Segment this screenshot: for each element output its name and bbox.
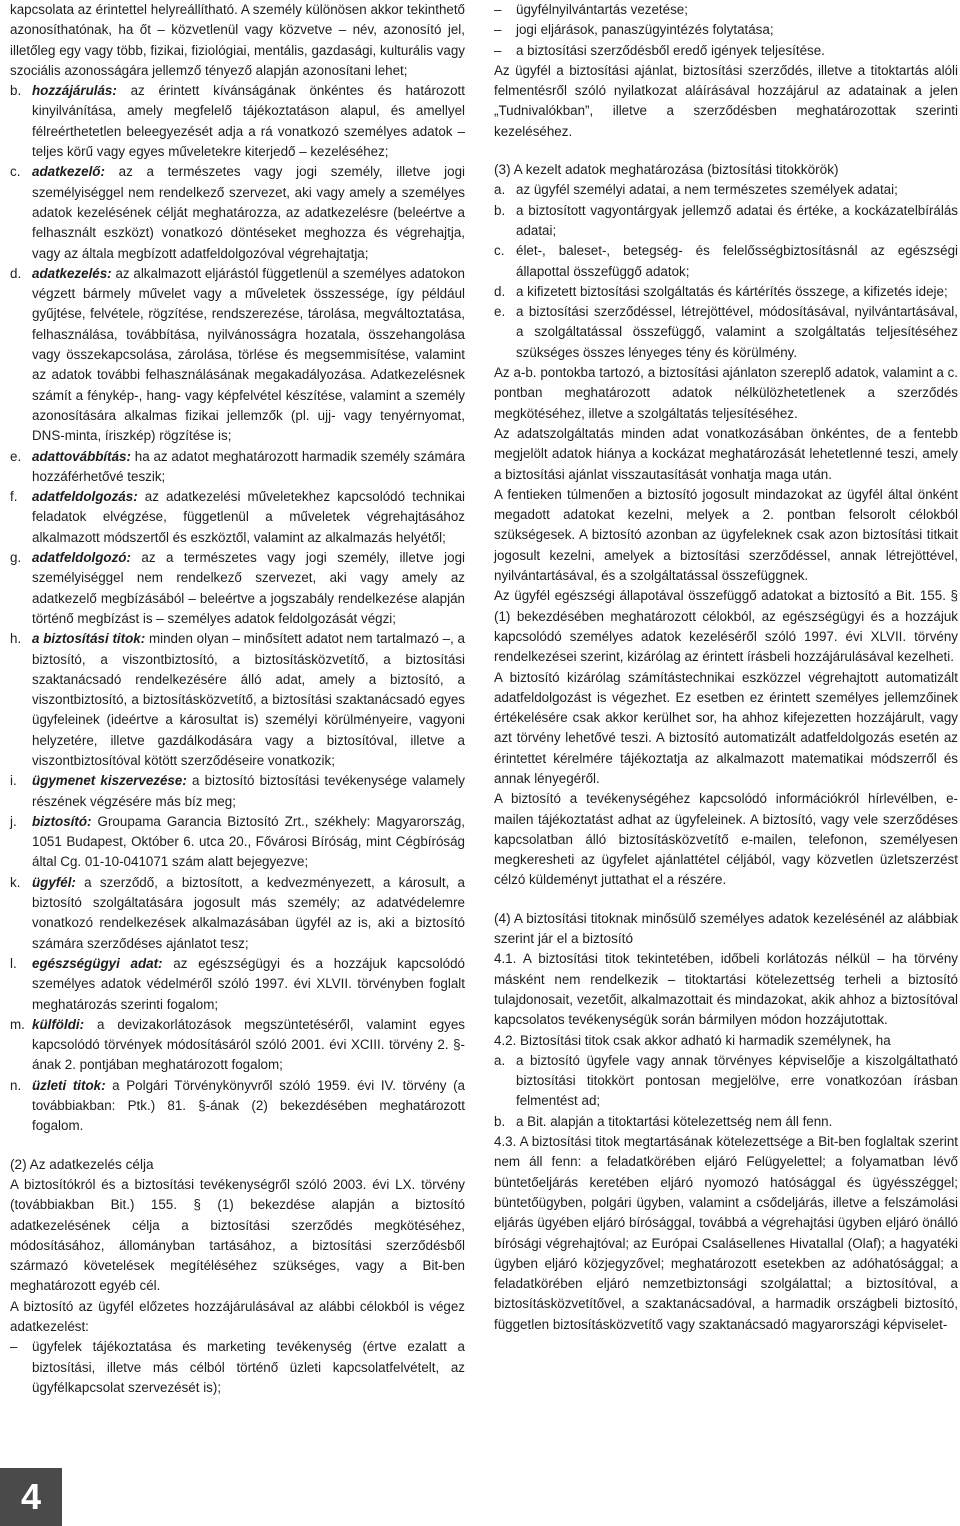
item-text: a devizakorlátozások megszüntetéséről, valamint egyes kapcsolódó törvények módosításáról szóló 2001. évi XCIII. törvény 2. §-ának 2. pontjában meghatározott fogalom; (32, 1016, 465, 1073)
definition-term: adatkezelés: (32, 265, 112, 281)
definition-item (10, 264, 465, 447)
list-marker: b. (494, 202, 506, 218)
item-text: az a természetes vagy jogi személy, illetve jogi személyiséggel nem rendelkező szervezet, aki vagy amely a személyes adatok kezelésének célját meghatározza, az adatkezelésre (beleértve a felhasznált eszközt) vonatkozó döntéseket meghozza és végrehajtja, vagy az általa megbízott adatfeldolgozóval végrehajtatja; (32, 164, 465, 261)
definition-term: adatfeldolgozás: (32, 489, 138, 505)
list-marker: c. (10, 164, 21, 180)
item-text: Groupama Garancia Biztosító Zrt., székhely: Magyarország, 1051 Budapest, Október 6. utca 20., Fővárosi Bíróság, mint Cégbíróság által Cg. 01-10-041071 szám alatt bejegyezve; (32, 813, 465, 870)
section-4-list (494, 1051, 958, 1132)
definition-item (10, 548, 465, 629)
list-marker: c. (494, 243, 505, 259)
list-marker: d. (10, 265, 22, 281)
item-text: az egészségügyi és a hozzájuk kapcsolódó személyes adatok védelméről szóló 1997. évi XLVII. törvényben foglalt meghatározás szerinti fogalom; (32, 955, 465, 1012)
definition-item (10, 447, 465, 488)
list-marker: b. (10, 83, 22, 99)
consent-paragraph: Az ügyfél a biztosítási ajánlat, biztosítási szerződés, illetve a titoktartás alóli felmentésről szóló nyilatkozat aláírásával hozzájárul az adatainak a jelen „Tudnivalókban”, illetve a szerződésben meghatározottak szerinti kezeléséhez. (494, 62, 958, 139)
item-text: élet-, baleset-, betegség- és felelősségbiztosításnál az egészségi állapottal összefüggő adatok; (516, 243, 958, 279)
item-text: a kifizetett biztosítási szolgáltatás és kártérítés összege, a kifizetés ideje; (516, 283, 948, 299)
definition-term: ügyfél: (32, 874, 76, 890)
list-marker: m. (10, 1016, 25, 1032)
section-2-title: (2) Az adatkezelés célja (10, 1156, 154, 1172)
list-marker: a. (494, 182, 506, 198)
item-text: az adatkezelési műveletekhez kapcsolódó technikai feladatok elvégzése, függetlenül a műveletek végrehajtásához alkalmazott módszertől és eszköztől, valamint az alkalmazás helyétől; (32, 489, 465, 545)
left-column (10, 0, 465, 1398)
data-category-item (494, 241, 958, 282)
definition-term: adattovábbítás: (32, 448, 131, 464)
section-4-paragraph-2: 4.2. Biztosítási titok csak akkor adható ki harmadik személynek, ha (494, 1032, 891, 1048)
definition-item (10, 873, 465, 954)
section-3-title: (3) A kezelt adatok meghatározása (biztosítási titokkörök) (494, 162, 839, 178)
list-marker: h. (10, 631, 22, 647)
section-3-paragraph: A fentieken túlmenően a biztosító jogosult mindazokat az ügyfél által önként megadott adatokat kezelni, melyek a 2. pontban felsorolt célokból szükségesek. A biztosító azonban az ügyfeleknek csak azon biztosítási titkait jogosult kezelni, amelyek a biztosítási szerződéssel, annak létrejöttével, nyilvántartásával, és a szolgáltatással összefüggnek. (494, 486, 958, 584)
dash-item: – ügyfélnyilvántartás vezetése; (494, 2, 688, 17)
item-text: az érintett kívánságának önkéntes és határozott kinyilvánítása, amely megfelelő tájékoztatáson alapul, és amellyel félreérthetetlen beleegyezését adja a rá vonatkozó személyes adatok – teljes körű vagy egyes műveletekre kiterjedő – kezeléséhez; (32, 83, 465, 160)
definition-item (10, 629, 465, 771)
section-3-paragraph: A biztosító kizárólag számítástechnikai eszközzel végrehajtott automatizált adatfeldolgozást is végezhet. Ez esetben ez érintett személyes jellemzőinek értékelésére csak akkor kerülhet sor, ha ahhoz kifejezetten hozzájárult, vagy azt törvény lehetővé teszi. A biztosító automatizált adatfeldolgozás esetén az érintettet kérelmére tájékoztatja az alkalmazott matematikai módszerről és annak lényegéről. (494, 669, 958, 786)
section-4-title: (4) A biztosítási titoknak minősülő személyes adatok kezelésénél az alábbiak szerint jár el a biztosító (494, 910, 958, 947)
list-marker: i. (10, 773, 17, 789)
list-marker: e. (494, 304, 506, 320)
item-text: a szerződő, a biztosított, a kedvezményezett, a károsult, a biztosító szolgáltatására jogosult más személy; az adatvédelemre vonatkozó rendelkezések alkalmazásában ügyfél az is, aki a biztosító számára szerződéses ajánlatot tesz; (32, 874, 465, 951)
definition-term: adatkezelő: (32, 164, 105, 180)
page-number: 4 (0, 1468, 62, 1526)
data-category-item (494, 282, 958, 302)
definition-item (10, 1076, 465, 1137)
list-marker: l. (10, 955, 17, 971)
intro-paragraph: kapcsolata az érintettel helyreállítható. A személy különösen akkor tekinthető azonosíthatónak, ha őt – közvetlenül vagy közvetve – név, azonosító jel, illetőleg egy vagy több, fizikai, fiziológiai, mentális, gazdasági, kulturális vagy szociális azonosságára jellemző tényező alapján azonosítani lehet; (10, 2, 465, 78)
item-text: a Polgári Törvénykönyvről szóló 1959. évi IV. törvény (a továbbiakban: Ptk.) 81. §-ának (2) bekezdésében meghatározott fogalom. (32, 1077, 466, 1134)
definition-term: külföldi: (32, 1016, 85, 1032)
condition-item (494, 1051, 958, 1112)
list-marker: g. (10, 550, 22, 566)
list-marker: k. (10, 874, 21, 890)
right-column (494, 0, 958, 1335)
section-3-list (494, 180, 958, 363)
dash-item: – jogi eljárások, panaszügyintézés folytatása; (494, 22, 774, 38)
definition-item (10, 1015, 465, 1076)
list-marker: n. (10, 1077, 22, 1093)
definition-item (10, 954, 465, 1015)
purpose-dash-list (494, 0, 958, 61)
item-text: minden olyan – minősített adatot nem tartalmazó –, a biztosító, a viszontbiztosító, a biztosításközvetítő, a biztosítási szaktanácsadó rendelkezésére álló adat, amely a biztosító, a viszontbiztosító, a biztosításközvetítő, a biztosítási szaktanácsadó egyes ügyfeleinek (ideértve a károsultat is) személyi körülményeire, vagyoni helyzetére, illetve gazdálkodására vagy a biztosítóval, illetve a viszontbiztosítóval kötött szerződéseire vonatkozik; (32, 631, 465, 768)
definition-term: adatfeldolgozó: (32, 550, 131, 566)
data-category-item (494, 302, 958, 363)
definition-item (10, 487, 465, 548)
item-text: a biztosító ügyfele vagy annak törvényes képviselője a kiszolgáltatható biztosítási titokkört pontosan megjelölve, erre vonatkozóan írásban felmentést ad; (516, 1052, 958, 1109)
list-marker: d. (494, 283, 506, 299)
item-text: az ügyfél személyi adatai, a nem természetes személyek adatai; (516, 182, 898, 198)
definition-item (10, 771, 465, 812)
list-marker: b. (494, 1113, 506, 1129)
item-text: a biztosítási szerződéssel, létrejöttével, módosításával, nyilvántartásával, a szolgáltatással összefüggő, valamint a szolgáltatás teljesítéséhez szükséges összes lényeges tény és körülmény. (516, 304, 958, 360)
definition-term: egészségügyi adat: (32, 955, 163, 971)
item-text: a biztosító biztosítási tevékenysége valamely részének végzésére más bíz meg; (32, 773, 465, 809)
definition-term: üzleti titok: (32, 1077, 106, 1093)
section-4-paragraph-1: 4.1. A biztosítási titok tekintetében, időbeli korlátozás nélkül – ha törvény másként nem rendelkezik – titoktartási kötelezettség terheli a biztosító tulajdonosait, vezetőit, alkalmazottait és mindazokat, akik ahhoz a biztosítóval kapcsolatos tevékenységük során bármilyen módon hozzájutottak. (494, 951, 958, 1028)
data-category-item (494, 180, 958, 200)
item-text: a biztosított vagyontárgyak jellemző adatai és értéke, a kockázatelbírálás adatai; (516, 202, 958, 238)
data-category-item (494, 201, 958, 242)
section-3-paragraph: Az ügyfél egészségi állapotával összefüggő adatokat a biztosító a Bit. 155. § (1) bekezdésében meghatározott célokból, az egészségügyi és a hozzájuk kapcsolódó személyes adatok kezeléséről szóló 1997. évi XLVII. törvény rendelkezései szerint, kizárólag az érintett írásbeli hozzájárulásával kezelheti. (494, 588, 958, 665)
item-text: az a természetes vagy jogi személy, illetve jogi személyiséggel nem rendelkező szervezet, aki vagy amely az adatkezelő megbízásából – beleértve a jogszabály rendelkezése alapján történő megbízást is – személyes adatok feldolgozását végzi; (32, 550, 465, 626)
item-text: ha az adatot meghatározott harmadik személy számára hozzáférhetővé teszik; (32, 448, 465, 484)
definition-term: ügymenet kiszervezése: (32, 773, 187, 789)
item-text: a Bit. alapján a titoktartási kötelezettség nem áll fenn. (516, 1113, 833, 1129)
dash-item: – a biztosítási szerződésből eredő igények teljesítése. (494, 42, 825, 58)
definition-item (10, 812, 465, 873)
section-3-paragraph: Az a-b. pontokba tartozó, a biztosítási ajánlaton szereplő adatok, valamint a c. pontban meghatározott adatok nélkülözhetetlenek a szerződés megkötéséhez, illetve a szolgáltatás teljesítéséhez. (494, 365, 958, 421)
condition-item (494, 1112, 958, 1132)
list-marker: a. (494, 1052, 506, 1068)
section-2-dash-item: – ügyfelek tájékoztatása és marketing tevékenység (értve ezalatt a biztosítási, illetve más célból történő üzleti kapcsolatfelvételt, az ügyfélkapcsolat szervezését is); (10, 1339, 465, 1395)
section-2-paragraph-2: A biztosító az ügyfél előzetes hozzájárulásával az alábbi célokból is végez adatkezelést: (10, 1298, 465, 1334)
definitions-list (10, 81, 465, 1136)
section-4-paragraph-3: 4.3. A biztosítási titok megtartásának kötelezettsége a Bit-ben foglaltak szerint nem áll fenn: a feladatkörében eljáró Felügyelettel; a folyamatban lévő büntetőeljárás keretében eljáró nyomozó hatósággal és ügyésszéggel; büntetőügyben, polgári ügyben, valamint a csődeljárás, illetve a felszámolási eljárás ügyében eljáró bírósággal, továbbá a végrehajtási ügyben eljáró önálló bírósági végrehajtóval; az Európai Csalásellenes Hivatallal (Olaf); a hagyatéki ügyben eljáró közjegyzővel; meghatározott esetekben az adóhatósággal; a feladatkörében eljáró nemzetbiztonsági szolgálattal; a biztosítóval, a biztosításközvetítővel, a szaktanácsadóval, a harmadik országbeli biztosító, független biztosításközvetítő vagy szaktanácsadó magyarországi képviselet- (494, 1134, 958, 1332)
list-marker: e. (10, 448, 22, 464)
definition-term: a biztosítási titok: (32, 631, 146, 647)
definition-item (10, 81, 465, 162)
section-2-paragraph-1: A biztosítókról és a biztosítási tevékenységről szóló 2003. évi LX. törvény (továbbiakban Bit.) 155. § (1) bekezdése alapján a biztosító adatkezelésének célja a biztosítási szerződés megkötéséhez, módosításához, állományban tartásához, a biztosítási szerződésből származó követelések megítéléséhez szükséges, vagy a Bit-ben meghatározott egyéb cél. (10, 1176, 465, 1294)
item-text: az alkalmazott eljárástól függetlenül a személyes adatokon végzett bármely művelet vagy a műveletek összessége, így például gyűjtése, felvétele, rögzítése, rendszerezése, tárolása, megváltoztatása, felhasználása, továbbítása, nyilvánosságra hozatala, összehangolása vagy összekapcsolása, zárolása, törlése és megsemmisítése, valamint az adatok további felhasználásának megakadályozása. Adatkezelésnek számít a fénykép-, hang- vagy képfelvétel készítése, valamint a személy azonosítására alkalmas fizikai jellemzők (pl. ujj- vagy tenyérnyomat, DNS-minta, íriszkép) rögzítése is; (32, 265, 465, 444)
section-3-paragraph: Az adatszolgáltatás minden adat vonatkozásában önkéntes, de a fentebb megjelölt adatok hiánya a kockázat meghatározását lehetetlenné teszi, amely a biztosítási ajánlat visszautasítását vonhatja maga után. (494, 425, 958, 482)
definition-term: hozzájárulás: (32, 83, 117, 99)
list-marker: j. (10, 813, 17, 829)
definition-term: biztosító: (32, 813, 92, 829)
section-3-paragraph: A biztosító a tevékenységéhez kapcsolódó információkról hírlevélben, e-mailen tájékoztatást adhat az ügyfeleinek. A biztosító, vagy vele szerződéses kapcsolatban álló biztosításközvetítő e-mailen, telefonon, személyesen megkeresheti az ügyfelet ajánlattétel céljából, vagy közvetlen üzletszerzést célzó küldeményt juttathat el a részére. (494, 791, 958, 888)
list-marker: f. (10, 489, 18, 505)
section-3-paragraphs (494, 363, 958, 891)
definition-item (10, 162, 465, 263)
